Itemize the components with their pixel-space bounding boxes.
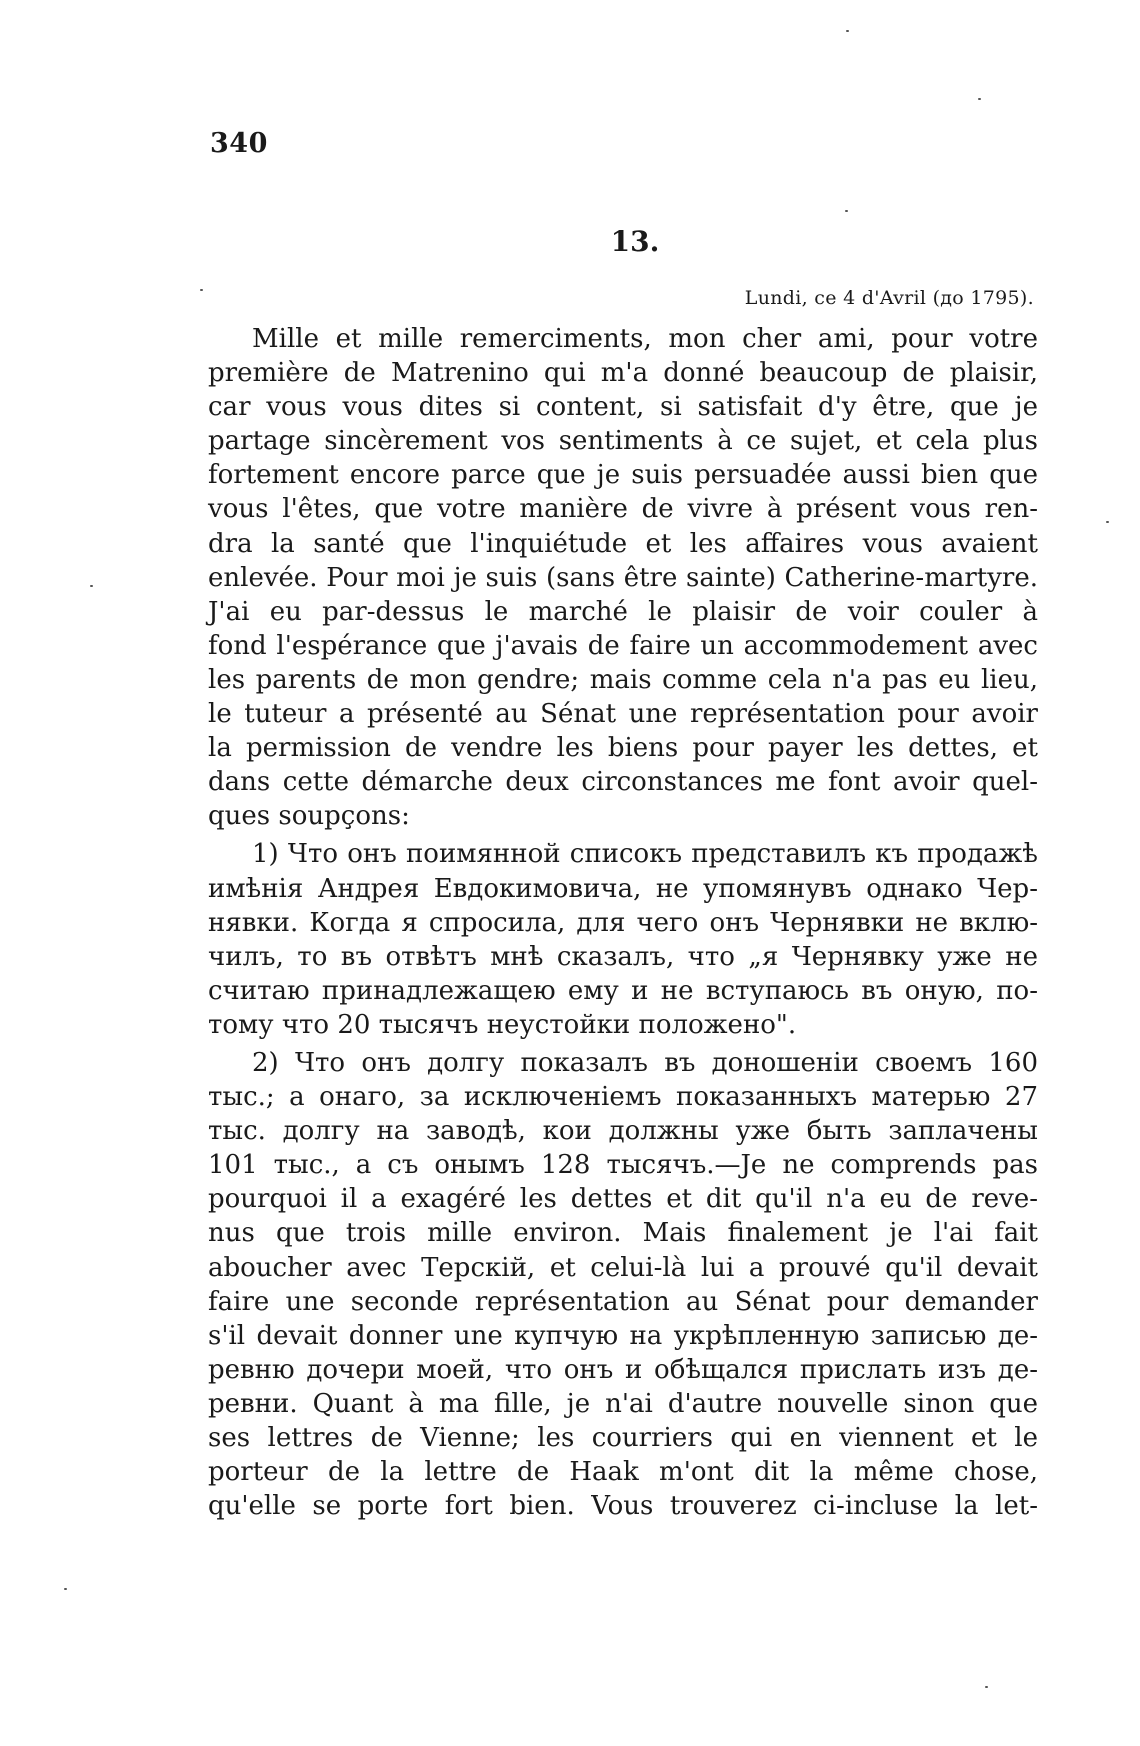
scan-speck [90,585,93,587]
letter-body [208,322,1038,1523]
text-line: porteur de la lettre de Haak m'ont dit la même chose, [208,1457,1038,1488]
text-line: pourquoi il a exagéré les dettes et dit qu'il n'a eu de reve- [208,1184,1038,1215]
text-line: ses lettres de Vienne; les courriers qui en viennent et le [208,1423,1038,1453]
scan-speck [978,98,981,100]
text-line: чилъ, то въ отвѣтъ мнѣ сказалъ, что „я Чернявку уже не [208,941,1038,972]
text-line: le tuteur a présenté au Sénat une représentation pour avoir [208,699,1038,730]
text-line: s'il devait donner une купчую на укрѣпленную записью де- [208,1320,1038,1351]
text-line: dans cette démarche deux circonstances me font avoir quel- [208,767,1038,798]
scan-speck [985,1686,988,1688]
text-line: fortement encore parce que je suis persuadée aussi bien que [208,460,1038,491]
text-line: 2) Что онъ долгу показалъ въ доношеніи своемъ 160 [252,1047,1038,1078]
text-line: première de Matrenino qui m'a donné beaucoup de plaisir, [208,358,1038,389]
text-line: J'ai eu par-dessus le marché le plaisir de voir couler à [208,596,1038,627]
text-line: nus que trois mille environ. Mais finalement je l'ai fait [208,1218,1038,1249]
scan-speck [1106,521,1109,523]
text-line: 1) Что онъ поимянной списокъ представилъ къ продажѣ [252,839,1038,870]
text-line: считаю принадлежащею ему и не вступаюсь въ оную, по- [208,975,1038,1006]
text-line: тому что 20 тысячъ неустойки положено". [208,1009,797,1040]
text-line: vous l'êtes, que votre manière de vivre à présent vous ren- [208,494,1038,525]
text-line: ревню дочери моей, что онъ и обѣщался прислать изъ де- [208,1354,1038,1385]
text-line: la permission de vendre les biens pour payer les dettes, et [208,733,1038,764]
text-line: ревни. Quant à ma fille, je n'ai d'autre nouvelle sinon que [208,1388,1038,1419]
text-line: dra la santé que l'inquiétude et les affaires vous avaient [208,528,1038,559]
letter-number: 13. [610,225,660,258]
text-line: ques soupçons: [208,801,410,832]
page-number: 340 [210,128,268,159]
text-line: нявки. Когда я спросила, для чего онъ Чернявки не вклю- [208,907,1038,938]
text-line: car vous vous dites si content, si satisfait d'y être, que je [208,392,1038,423]
text-line: qu'elle se porte fort bien. Vous trouverez ci-incluse la let- [208,1491,1038,1522]
text-line: aboucher avec Терскій, et celui-là lui a prouvé qu'il devait [208,1252,1038,1283]
scan-speck [845,210,848,212]
scan-speck [846,30,849,32]
text-line: Mille et mille remerciments, mon cher ami, pour votre [252,324,1038,354]
text-line: тыс.; а онаго, за исключеніемъ показанныхъ матерью 27 [208,1082,1038,1113]
text-line: les parents de mon gendre; mais comme cela n'a pas eu lieu, [208,664,1038,695]
text-line: enlevée. Pour moi je suis (sans être sainte) Catherine-martyre. [208,562,1038,593]
text-line: partage sincèrement vos sentiments à ce sujet, et cela plus [208,426,1038,457]
scan-speck [200,289,203,291]
text-line: faire une seconde représentation au Sénat pour demander [208,1286,1038,1317]
text-line: fond l'espérance que j'avais de faire un accommodement avec [208,630,1038,661]
text-line: 101 тыс., а съ онымъ 128 тысячъ.—Je ne comprends pas [208,1150,1038,1181]
text-line: тыс. долгу на заводѣ, кои должны уже быть заплачены [208,1116,1038,1147]
text-line: имѣнія Андрея Евдокимовича, не упомянувъ однако Чер- [208,873,1038,904]
scan-speck [64,1588,67,1590]
letter-dateline: Lundi, ce 4 d'Avril (до 1795). [744,287,1034,309]
